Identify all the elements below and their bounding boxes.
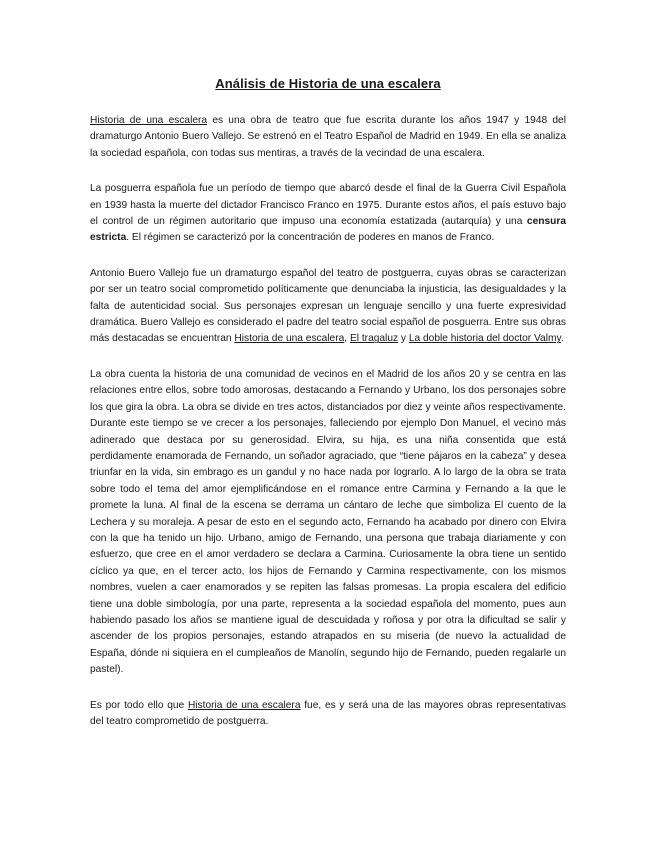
separator-text: . [560,333,564,345]
bold-term: censura estricta [90,216,566,244]
document-page [90,76,566,749]
paragraph-author [90,266,566,348]
paragraph-text: fue, es y será una de las mayores obras representativas del teatro comprometido de postguerra. [90,699,566,727]
separator-text: y [398,333,409,345]
paragraph-intro [90,113,566,162]
work-title-link[interactable]: El tragaluz [349,333,399,345]
paragraph-text: Antonio Buero Vallejo fue un dramaturgo español del teatro de postguerra, cuyas obras se caracterizan por ser un teatro social comprometido políticamente que denunciaba la injusticia, las desigualdades y la falta de autenticidad social. Sus personajes expresan un lenguaje sencillo y una fuerte expresividad dramática. Buero Vallejo es considerado el padre del teatro social español de posguerra. Entre sus obras más destacadas se encuentran [90,267,566,345]
paragraph-text: Es por todo ello que [90,699,188,711]
paragraph-plot: La obra cuenta la historia de una comunidad de vecinos en el Madrid de los años 20 y se centra en las relaciones entre ellos, sobre todo amorosas, destacando a Fernando y Urbano, los dos personajes sobre los que gira la obra. La obra se divide en tres actos, distanciados por diez y veinte años respectivamente. Durante este tiempo se ve crecer a los personajes, falleciendo por ejemplo Don Manuel, el vecino más adinerado que destaca por su generosidad. Elvira, su hija, es una niña consentida que está perdidamente enamorada de Fernando, un soñador agraciado, que “tiene pájaros en la cabeza” y desea triunfar en la vida, sin embrago es un gandul y no hace nada por lograrlo. A lo largo de la obra se trata sobre todo el tema del amor ejemplificándose en el romance entre Carmina y Fernando a la que le promete la luna. Al final de la escena se derrama un cántaro de leche que simboliza El cuento de la Lechera y su moraleja. A pesar de esto en el segundo acto, Fernando ha acabado por dinero con Elvira con la que ha tenido un hijo. Urbano, amigo de Fernando, una persona que trabaja diariamente y con esfuerzo, que cree en el amor verdadero se declara a Carmina. Curiosamente la obra tiene un sentido cíclico ya que, en el tercer acto, los hijos de Fernando y Carmina respectivamente, con los mismos nombres, vuelen a caer enamorados y se repiten las falsas promesas. La propia escalera del edificio tiene una doble simbología, por una parte, representa a la sociedad española del momento, pues aun habiendo pasado los años se mantiene igual de descuidada y roñosa y por otra la dificultad se salir y ascender de los propios personajes, estando atrapados en su miseria (de nuevo la actualidad de España, dónde ni siquiera en el cumpleaños de Manolín, segundo hijo de Fernando, pueden regalarle un pastel). [90,368,566,676]
work-title-link[interactable]: La doble historia del doctor Valmy [408,333,561,345]
work-title-link[interactable]: Historia de una escalera [187,699,301,711]
paragraph-text: es una obra de teatro que fue escrita durante los años 1947 y 1948 del dramaturgo Antonio Buero Vallejo. Se estrenó en el Teatro Español de Madrid en 1949. En ella se analiza la sociedad española, con todas sus mentiras, a través de la vecindad de una escalera. [90,115,566,159]
paragraph-text: . El régimen se caracterizó por la concentración de poderes en manos de Franco. [126,232,495,244]
paragraph-posguerra [90,181,566,247]
work-title-link[interactable]: Historia de una escalera [234,333,345,345]
paragraph-text: La posguerra española fue un período de tiempo que abarcó desde el final de la Guerra Civil Española en 1939 hasta la muerte del dictador Francisco Franco en 1975. Durante estos años, el país estuvo bajo el control de un régimen autoritario que impuso una economía estatizada (autarquía) y una [90,183,566,228]
paragraph-conclusion [90,698,566,731]
work-title-link[interactable]: Historia de una escalera [90,115,208,126]
page-title: Análisis de Historia de una escalera [215,76,441,91]
separator-text: , [344,333,350,345]
